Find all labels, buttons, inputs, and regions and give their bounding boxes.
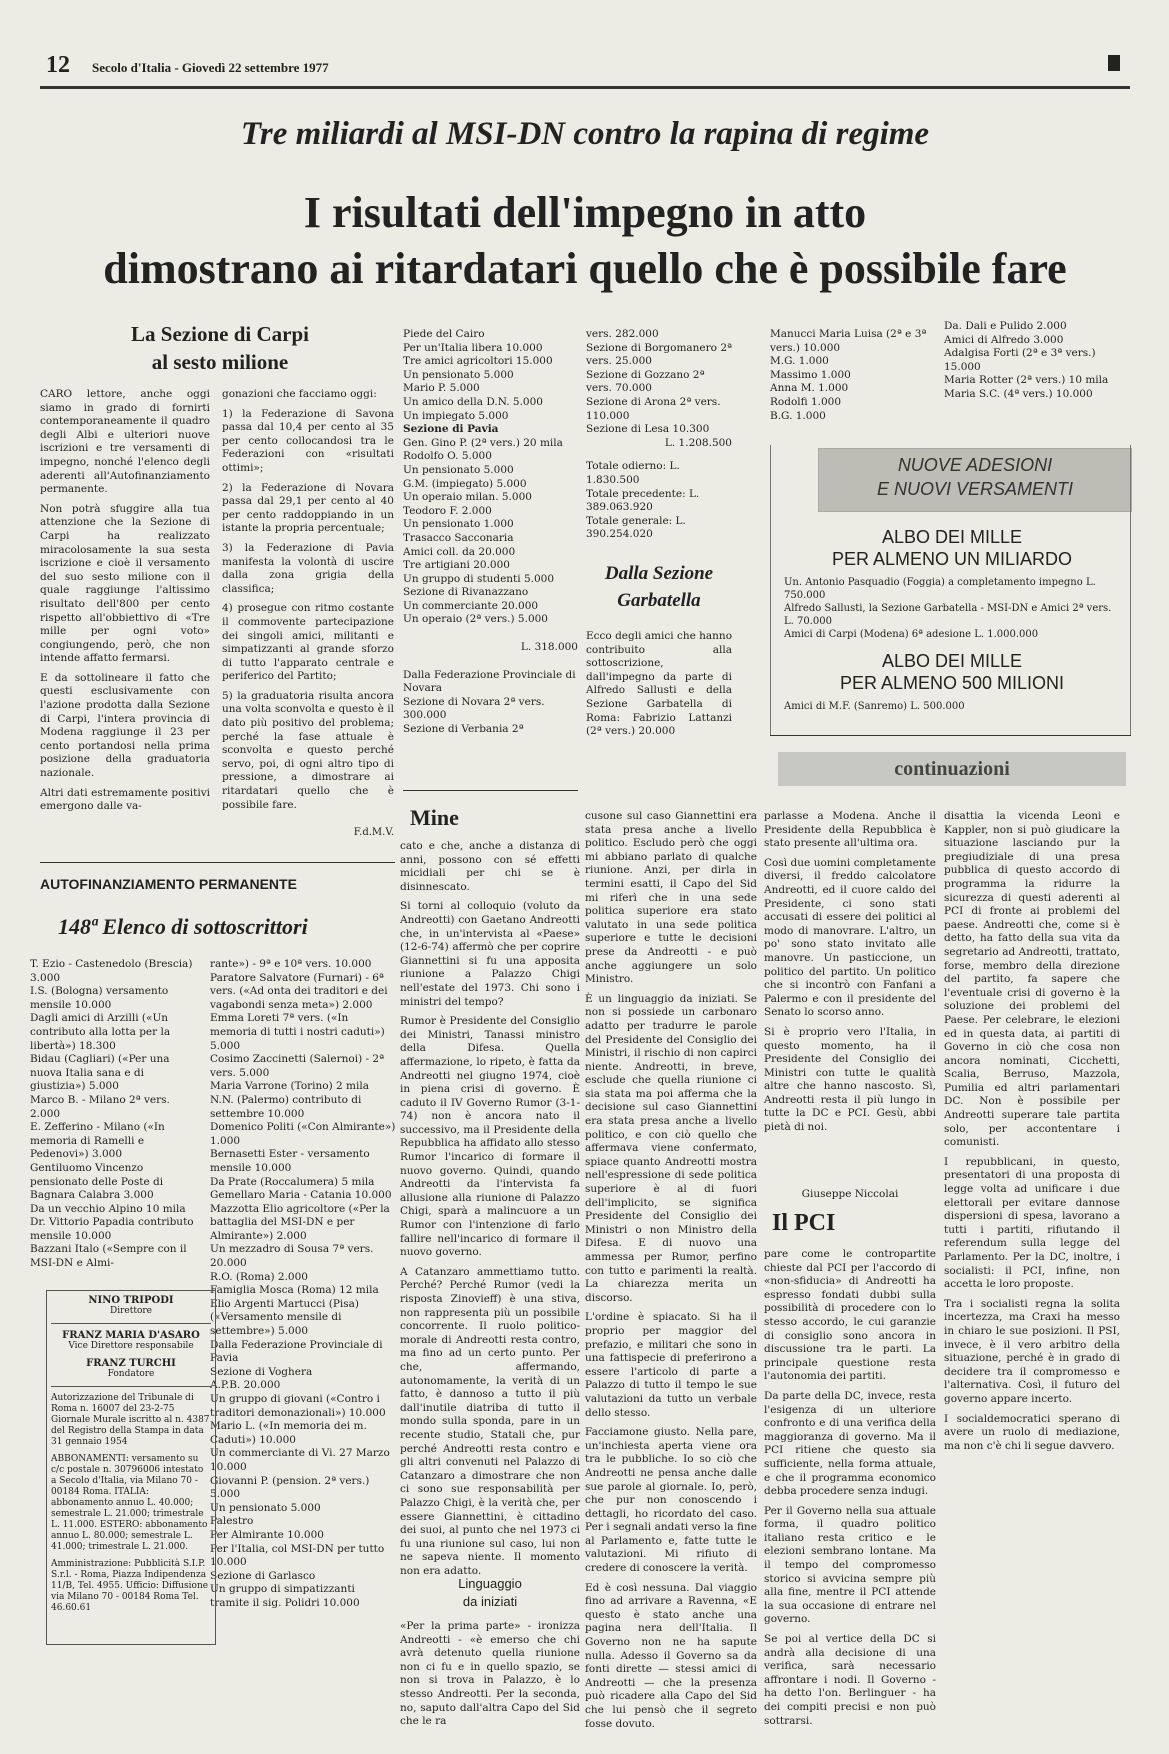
carpi-column-1 bbox=[40, 388, 210, 843]
donor-list-3 bbox=[770, 328, 940, 428]
list-item: Adalgisa Forti (2ª e 3ª vers.) 15.000 bbox=[944, 347, 1096, 373]
list-item: Famiglia Mosca (Roma) 12 mila bbox=[210, 1284, 379, 1297]
list-item: Trasacco Sacconaria bbox=[403, 531, 514, 544]
masthead-info: ABBONAMENTI: versamento su c/c postale n. 30796006 intestato a Secolo d'Italia, via Milano 70 - 00184 Roma. ITALIA: abbonamento annuo L. 40.000; semestrale L. 21.000; trimestrale L. 11.000. ESTERO: abbonamento annuo L. 80.000; semestrale L. 41.000; trimestrale L. 21.000. bbox=[51, 1454, 208, 1552]
donor-list-1 bbox=[403, 328, 578, 738]
masthead-box bbox=[46, 1290, 216, 1645]
article-paragraph: Così due uomini completamente diversi, il freddo calcolatore Andreotti, ed il cuore caldo del Presidente, ci sono stati accusati di essere dei politici al modo di manovrare. L'altro, un po' sono stato invitato alle manovre. Un pasticcione, un politico del partito. Un politico che si incontrò con Fanfani a Palermo e con il presidente del Senato lo scorso anno. bbox=[764, 856, 936, 1019]
mine-text bbox=[400, 840, 580, 1577]
list-item: Dagli amici di Arzilli («Un contributo alla lotta per la libertà») 18.300 bbox=[30, 1012, 171, 1052]
carpi-paragraph: gonazioni che facciamo oggi: bbox=[222, 388, 377, 400]
director-name: NINO TRIPODI bbox=[88, 1295, 174, 1306]
headline-line-2: dimostrano ai ritardatari quello che è possibile fare bbox=[103, 244, 1067, 293]
list-item: Maria Rotter (2ª vers.) 10 mila bbox=[944, 374, 1109, 387]
article-paragraph: Per il Governo nella sua attuale forma, il quadro politico italiano resta critico e le elezioni sembrano lontane. Ma il tempo del compromesso storico si avvicina sempre più alla fine, mentre il PCI attende la sua occasione di entrare nel governo. bbox=[764, 1504, 936, 1626]
list-item: Sezione di Garlasco bbox=[210, 1569, 316, 1582]
list-total: Totale odierno: L. 1.830.500 bbox=[586, 460, 680, 486]
list-item: Un gruppo di simpatizzanti tramite il sig. Polidri 10.000 bbox=[210, 1583, 360, 1609]
list-item: Per Almirante 10.000 bbox=[210, 1528, 324, 1541]
box-left-border bbox=[770, 445, 771, 735]
corner-mark-icon bbox=[1108, 55, 1120, 71]
list-item: Bernasetti Ester - versamento mensile 10.000 bbox=[210, 1148, 370, 1174]
list-item: Gentiluomo Vincenzo pensionato delle Poste di Bagnara Calabra 3.000 bbox=[30, 1161, 164, 1202]
list-item: Dalla Federazione Provinciale di Pavia bbox=[210, 1338, 383, 1365]
subtitle-line-2: da iniziati bbox=[462, 1594, 518, 1609]
garbatella-title-line-2: Garbatella bbox=[617, 590, 701, 611]
article-paragraph: Ed è così nessuna. Dal viaggio fino ad arrivare a Ravenna, «E questo è stato anche una pagina nera dell'Italia. Il Governo non ne ha sapute nulla. Adesso il Governo sa da fonti dirette — stessi amici di Andreotti — che la presenza può ricadere alla Capo del Sid che lui pensò che il segreto fosse dovuto. bbox=[585, 1581, 757, 1730]
list-total: Totale precedente: L. 389.063.920 bbox=[586, 487, 700, 514]
subtitle-line-1: Linguaggio bbox=[458, 1576, 522, 1591]
section-rule bbox=[40, 862, 395, 863]
banner-line-1: NUOVE ADESIONI bbox=[897, 455, 1053, 475]
list-item: Dalla Federazione Provinciale di Novara bbox=[403, 668, 576, 695]
garbatella-title-line-1: Dalla Sezione bbox=[604, 563, 714, 584]
albo-title-line-2: PER ALMENO 500 MILIONI bbox=[839, 673, 1065, 693]
nuove-adesioni-banner bbox=[818, 448, 1132, 512]
autofin-column-2 bbox=[210, 958, 396, 1728]
list-item: rante») - 9ª e 10ª vers. 10.000 bbox=[210, 958, 372, 970]
garbatella-title bbox=[586, 560, 732, 614]
box-bottom-border bbox=[770, 735, 1131, 736]
carpi-column-2 bbox=[222, 388, 394, 818]
list-item: Giovanni P. (pension. 2ª vers.) 5.000 bbox=[210, 1474, 370, 1501]
list-item: Sezione di Rivanazzano bbox=[403, 586, 529, 599]
list-total: L. 1.208.500 bbox=[664, 436, 732, 449]
vice-director-name: FRANZ MARIA D'ASARO bbox=[62, 1330, 200, 1341]
autofin-section-title: AUTOFINANZIAMENTO PERMANENTE bbox=[40, 876, 297, 892]
list-item: Mazzotta Elio agricoltore («Per la battaglia del MSI-DN e per Almirante») 2.000 bbox=[210, 1202, 390, 1242]
mine-paragraph: A Catanzaro ammettiamo tutto. Perché? Perché Rumor (vedi la risposta Zinovieff) è una stiva, non rappresenta più un possibile concorrente. Il ruolo politico-morale di Andreotti resta contro, ma fino ad un certo punto. Per che, affermando, autonomamente, la verità di un fatto, è dannoso a tutto il più dall'inutile diatriba di tutto il mondo sulla sponda, pare in un recente studio, Statali che, pur perché Andreotti resta contro e gli altri convenuti nel Palazzo di Catanzaro a dimostrare che non ci sono sue responsabilità per Palazzo Chigi, è la verità che, per essere Giannettini, è cittadino dei suoi, al punto che nel 1973 ci fu una riunione sul caso, lui non ne sapeva niente. Il momento non era adatto. bbox=[400, 1265, 580, 1577]
albo-miliardo-list bbox=[784, 576, 1124, 638]
list-item: Da. Dali e Pulido 2.000 bbox=[944, 320, 1067, 332]
autofin-column-1 bbox=[30, 958, 202, 1278]
list-item: Bidau (Cagliari) («Per una nuova Italia sana e di giustizia») 5.000 bbox=[30, 1053, 170, 1093]
director-role: Direttore bbox=[109, 1306, 152, 1316]
list-item: Gemellaro Maria - Catania 10.000 bbox=[210, 1189, 392, 1202]
list-item: Dr. Vittorio Papadia contributo mensile 10.000 bbox=[30, 1216, 194, 1242]
article-column-9 bbox=[944, 810, 1120, 1740]
page-header-title: Secolo d'Italia - Giovedì 22 settembre 1977 bbox=[92, 60, 329, 75]
autofin-list-title: 148ª Elenco di sottoscrittori bbox=[58, 914, 308, 939]
list-item: G.M. (impiegato) 5.000 bbox=[403, 477, 527, 490]
donor-list-4 bbox=[944, 320, 1130, 430]
list-item: Gen. Gino P. (2ª vers.) 20 mila bbox=[403, 436, 563, 449]
list-item: Un amico della D.N. 5.000 bbox=[403, 395, 543, 408]
founder-role: Fondatore bbox=[107, 1369, 155, 1379]
list-item: A.P.B. 20.000 bbox=[210, 1379, 281, 1392]
albo-500-milioni-title bbox=[778, 650, 1126, 694]
list-item: Maria S.C. (4ª vers.) 10.000 bbox=[944, 387, 1093, 400]
carpi-paragraph: CARO lettore, anche oggi siamo in grado di fornirti contemporaneamente il quadro degli Albi e ulteriori nuove iscrizioni e tre versamenti di impegno, nonché l'elenco degli aderenti all'Autofinanziamento permanente. bbox=[40, 388, 210, 496]
kicker: Tre miliardi al MSI-DN contro la rapina di regime bbox=[240, 116, 930, 152]
article-paragraph: L'ordine è spiacato. Si ha il proprio per maggior del prefazio, e militari che sono in una fattispecie di preferirono a essere l'articolo di parte a Palazzo di tutto il tempo le sue valutazioni da tutto un verbale dello stesso. bbox=[585, 1311, 757, 1419]
list-item: Manucci Maria Luisa (2ª e 3ª vers.) 10.000 bbox=[770, 328, 927, 354]
list-item: Maria Varrone (Torino) 2 mila bbox=[210, 1080, 369, 1093]
mine-subtitle bbox=[400, 1575, 580, 1611]
list-item: Sezione di Voghera bbox=[210, 1365, 313, 1378]
box-right-border bbox=[1130, 445, 1131, 735]
list-item: Amici coll. da 20.000 bbox=[403, 545, 516, 558]
albo-500-milioni-list bbox=[784, 700, 1124, 713]
list-item: N.N. (Palermo) contributo di settembre 10.000 bbox=[210, 1093, 362, 1120]
list-item: Piede del Cairo bbox=[403, 328, 485, 340]
article-paragraph: Se poi al vertice della DC si andrà alla decisione di una verifica, sarà necessario affrontare i nodi. Il Governo - ha detto l'on. Berlinguer - ha dei compiti precisi e non può sottrarsi. bbox=[764, 1633, 936, 1727]
list-item: Mario L. («In memoria dei m. Caduti») 10.000 bbox=[210, 1420, 367, 1446]
list-item: Teodoro F. 2.000 bbox=[403, 504, 492, 517]
list-item: Amici di M.F. (Sanremo) L. 500.000 bbox=[784, 701, 965, 712]
article-paragraph: È un linguaggio da iniziati. Se non si possiede un carbonaro adatto per tradurre le parole del Presidente del Consiglio dei Ministri, il rischio di non capirci niente. Andreotti, in breve, esclude che quella riunione ci sia stata ma poi afferma che la decisione sul caso Giannettini era stata presa anche a livello politico, e con ciò quello che affermava viene confermato, spiace quanto Andreotti mostra nell'espressione di sede politica superiore è al di fuori dell'implicito, se significa Presidente del Consiglio dei Ministri o non Ministro della Difesa. E di nuovo una ammessa per Rumor, perfino con tutto e parimenti la realtà. La chiarezza merita un discorso. bbox=[585, 992, 757, 1304]
albo-miliardo-title bbox=[778, 526, 1126, 570]
list-item: Un pensionato 1.000 bbox=[403, 518, 514, 531]
list-item: Sezione di Arona 2ª vers. 110.000 bbox=[586, 395, 721, 422]
albo-title-line-1: ALBO DEI MILLE bbox=[881, 527, 1023, 547]
continuazioni-banner: continuazioni bbox=[778, 752, 1126, 786]
article-paragraph: Tra i socialisti regna la solita incertezza, ma Craxi ha messo in chiaro le sue posizioni. Il PSI, invece, è il vero arbitro della situazione, perché è in grado di decidere tra il compromesso e l'alternativa. Così, il futuro del governo appare incerto. bbox=[944, 1297, 1120, 1405]
list-item: Mario P. 5.000 bbox=[403, 382, 480, 395]
header-rule bbox=[40, 86, 1130, 89]
list-item: Da un vecchio Alpino 10 mila bbox=[30, 1202, 186, 1215]
article-paragraph: Da parte della DC, invece, resta l'esigenza di un ulteriore confronto e di una verifica della maggioranza di governo. Ma il PCI ritiene che questo sia sufficiente, nella forma attuale, e che il programma economico debba procedere senza indugi. bbox=[764, 1389, 936, 1498]
list-item: Palestro bbox=[210, 1515, 254, 1528]
list-item: Amici di Alfredo 3.000 bbox=[944, 333, 1064, 346]
article-column-7 bbox=[585, 810, 757, 1740]
list-item: Sezione di Verbania 2ª bbox=[403, 723, 524, 736]
carpi-paragraph: 5) la graduatoria risulta ancora una volta sconvolta e questo è il dato più positivo del problema; perché la fase attuale è sconvolta e questo perché servo, poi, di ogni altro tipo di pressione, a dimostrare ai ritardatari quello che è possibile fare. bbox=[222, 689, 394, 811]
list-item: Un impiegato 5.000 bbox=[403, 409, 509, 422]
list-item: Un operaio (2ª vers.) 5.000 bbox=[403, 613, 548, 626]
garbatella-text: Ecco degli amici che hanno contribuito alla sottoscrizione, dall'impegno da parte di Alfredo Sallusti e della Sezione Garbatella di Roma: Fabrizio Lattanzi (2ª vers.) 20.000 bbox=[586, 630, 733, 738]
article-paragraph: pare come le contropartite chieste dal PCI per l'accordo di «non-sfiducia» di Andreotti ha espresso fondati dubbi sulla possibilità di procedere con lo stesso accordo, le cui garanzie di consiglio sono ancora in discussione tra le parti. La principale questione resta l'autonomia dei partiti. bbox=[764, 1248, 936, 1383]
headline-line-1: I risultati dell'impegno in atto bbox=[303, 188, 867, 237]
list-item: Un gruppo di studenti 5.000 bbox=[403, 572, 555, 585]
article-paragraph: disattia la vicenda Leoni e Kappler, non si può giudicare la situazione lasciando pur la pregiudiziale di una presa pubblica di questo accordo di programma la ridurre la sicurezza di questi aderenti al PCI di fronte ai problemi del paese. Andreotti che, come si è detto, ha fatto della sua vita da segretario ad Andreotti, trattato, forse, membro della direzione del partito, fa sapere che l'eventuale crisi di governo è la soluzione dei problemi del Paese. Per celebrare, le elezioni ed in questa data, ai partiti di Governo in ciò che cosa non ancora nominati, Cicchetti, Scalia, Berruso, Mazzola, Pumilia ed altri parlamentari DC. Non è possibile per Andreotti superare tale partita solo, per accontentare i comunisti. bbox=[944, 810, 1120, 1149]
carpi-signature: F.d.M.V. bbox=[353, 827, 394, 838]
article-paragraph: I repubblicani, in questo, presentatori di una proposta di legge volta ad unificare i due elettorali per evitare dannose dispersioni di spesa, lavorano a tutti i partiti, rifiutando il referendum sulla legge del Parlamento. Per la DC, inoltre, i socialisti: il PCI, infine, non accetta le loro proposte. bbox=[944, 1155, 1120, 1291]
mine-top-rule bbox=[403, 790, 578, 791]
list-item: Un pensionato 5.000 bbox=[210, 1501, 321, 1514]
carpi-title-line-1: La Sezione di Carpi bbox=[131, 322, 309, 346]
list-item: Un pensionato 5.000 bbox=[403, 368, 514, 381]
list-item: M.G. 1.000 bbox=[770, 355, 829, 368]
list-total: L. 318.000 bbox=[520, 641, 578, 654]
albo-title-line-1: ALBO DEI MILLE bbox=[881, 651, 1023, 671]
list-item: Sezione di Gozzano 2ª vers. 70.000 bbox=[586, 368, 705, 395]
list-item: T. Ezio - Castenedolo (Brescia) 3.000 bbox=[30, 958, 193, 984]
carpi-title-line-2: al sesto milione bbox=[151, 350, 289, 374]
list-item: Un operaio milan. 5.000 bbox=[403, 491, 532, 504]
albo-title-line-2: PER ALMENO UN MILIARDO bbox=[831, 549, 1073, 569]
carpi-title bbox=[80, 320, 360, 376]
list-item: Bazzani Italo («Sempre con il MSI-DN e Almi- bbox=[30, 1243, 187, 1270]
list-item: Un commerciante di Vi. 27 Marzo 10.000 bbox=[210, 1447, 390, 1473]
list-item: Paratore Salvatore (Furnari) - 6ª vers. («Ad onta dei traditori e dei vagabondi senza meta») 2.000 bbox=[210, 971, 388, 1011]
carpi-paragraph: 2) la Federazione di Novara passa dal 29,1 per cento al 40 per cento raddoppiando in un istante la propria percentuale; bbox=[222, 481, 394, 535]
list-item: Elio Argenti Martucci (Pisa) («Versamento mensile di settembre») 5.000 bbox=[210, 1297, 359, 1338]
list-item: I.S. (Bologna) versamento mensile 10.000 bbox=[30, 985, 169, 1011]
list-item: Sezione di Novara 2ª vers. 300.000 bbox=[403, 695, 545, 722]
list-item: Massimo 1.000 bbox=[770, 368, 851, 381]
list-item: Rodolfo O. 5.000 bbox=[403, 450, 492, 463]
carpi-paragraph: 3) la Federazione di Pavia manifesta la volontà di uscire dalla zona grigia della classifica; bbox=[222, 541, 394, 595]
article-paragraph: I socialdemocratici sperano di avere un ruolo di mediazione, ma non c'è chi li segue davvero. bbox=[944, 1412, 1120, 1452]
niccolai-signature: Giuseppe Niccolai bbox=[801, 1188, 899, 1200]
list-item: Un. Antonio Pasquadio (Foggia) a completamento impegno L. 750.000 bbox=[784, 577, 1096, 601]
list-item: vers. 282.000 bbox=[586, 328, 659, 340]
list-total: Totale generale: L. 390.254.020 bbox=[586, 514, 686, 541]
list-item: Rodolfi 1.000 bbox=[770, 395, 842, 408]
carpi-paragraph: Altri dati estremamente positivi emergono dalle va- bbox=[40, 786, 210, 813]
list-item: Domenico Politi («Con Almirante») 1.000 bbox=[210, 1121, 396, 1147]
list-item: Da Prate (Roccalumera) 5 mila bbox=[210, 1175, 375, 1188]
list-item: Alfredo Sallusti, la Sezione Garbatella - MSI-DN e Amici 2ª vers. L. 70.000 bbox=[784, 603, 1112, 627]
page-number: 12 bbox=[46, 52, 70, 78]
carpi-paragraph: 4) prosegue con ritmo costante il commovente partecipazione dei singoli amici, militanti e simpatizzanti al grande sforzo di tutto l'apparato centrale e periferico del Partito; bbox=[222, 602, 394, 683]
list-item: Un commerciante 20.000 bbox=[403, 599, 539, 612]
list-item: Per un'Italia libera 10.000 bbox=[403, 341, 543, 354]
list-item: Per l'Italia, col MSI-DN per tutto 10.000 bbox=[210, 1542, 385, 1569]
list-item: Amici di Carpi (Modena) 6ª adesione L. 1.000.000 bbox=[784, 629, 1039, 640]
article-paragraph: cusone sul caso Giannettini era stata presa anche a livello politico. Escludo però che oggi mi abbiano parlato di qualche riunione. Anzi, per dirla in termini esatti, il Capo del Sid mi riferì che in una sede politica superiore era stato valutato in una sede politica superiore e tutte le decisioni prese da Andreotti - e può anche aggiungere un solo Ministro. bbox=[585, 810, 757, 986]
mine-text-2: «Per la prima parte» - ironizza Andreotti - «è emerso che chi avrà detenuto quella riunione non ci fu e in quello spazio, se non si trova in Palazzo, è lo stesso Andreotti. Per la seconda, no, saputo dall'altra Capo del Sid che le ra bbox=[400, 1620, 580, 1728]
list-item: Un mezzadro di Sousa 7ª vers. 20.000 bbox=[210, 1243, 374, 1270]
list-item: Sezione di Borgomanero 2ª vers. 25.000 bbox=[586, 341, 732, 368]
list-item: Sezione di Lesa 10.300 bbox=[586, 423, 710, 436]
list-item: Tre amici agricoltori 15.000 bbox=[403, 355, 553, 368]
list-item: Cosimo Zaccinetti (Salernoi) - 2ª vers. 5.000 bbox=[210, 1053, 385, 1079]
list-item: Un pensionato 5.000 bbox=[403, 463, 514, 476]
donor-list-2 bbox=[586, 328, 732, 548]
list-item: Emma Loreti 7ª vers. («In memoria di tutti i nostri caduti») 5.000 bbox=[210, 1012, 385, 1052]
vice-director-role: Vice Direttore responsabile bbox=[68, 1341, 194, 1351]
headline bbox=[40, 185, 1130, 297]
mine-paragraph: Si torni al colloquio (voluto da Andreotti) con Gaetano Andreotti che, in un'intervista al «Paese» (12-6-74) affermò che per coprire Giannettini si fu una apposita riunione a Palazzo Chigi nell'estate del 1973. Chi sono i ministri del tempo? bbox=[400, 900, 580, 1008]
list-item: Un gruppo di giovani («Contro i traditori demonazionali») 10.000 bbox=[210, 1393, 386, 1419]
article-paragraph: Facciamone giusto. Nella pare, un'inchiesta aperta viene ora tra le pubbliche. Io so ciò che Andreotti ne pensa anche dalle sue parole al giornale. Io, però, che pur non conoscendo i dettagli, ho ricordato del caso. Per i segnali andati verso la fine al Parlamento e, fatte tutte le valutazioni. Mi rifiuto di credere di conoscere la verità. bbox=[585, 1426, 757, 1575]
article-paragraph: Si è proprio vero l'Italia, in questo momento, ha il Presidente del Consiglio dei Ministri con tutte le qualità altre che hanno nascosto. Sì, Andreotti resta il più lungo in tutte la DC e PCI. Gesù, abbi pietà di noi. bbox=[764, 1025, 936, 1134]
list-item: R.O. (Roma) 2.000 bbox=[210, 1270, 308, 1283]
mine-paragraph: cato e che, anche a distanza di anni, possono con sé effetti micidiali per chi se è disinnescato. bbox=[400, 840, 580, 893]
list-item: E. Zefferino - Milano («In memoria di Ramelli e Pedenovi») 3.000 bbox=[30, 1121, 165, 1161]
list-item: Sezione di Pavia bbox=[403, 423, 499, 436]
list-item: Marco B. - Milano 2ª vers. 2.000 bbox=[30, 1093, 170, 1120]
carpi-paragraph: 1) la Federazione di Savona passa dal 10,4 per cento al 35 per cento collocandosi tra le Federazioni con «risultati ottimi»; bbox=[222, 407, 394, 474]
mine-paragraph: Rumor è Presidente del Consiglio dei Ministri, Tanassi ministro della Difesa. Quella affermazione, lo ripeto, è fatta da Andreotti nel giugno 1974, cioè in piena crisi di governo. È caduto il IV Governo Rumor (3-1-74) non è ancora nato il successivo, ma il Presidente della Repubblica ha affidato allo stesso Rumor l'incarico di formare il nuovo governo. Quindi, quando Andreotti da l'intervista fa allusione alla riunione di Palazzo Chigi, sparà a malincuore a un Rumor con l'intenzione di farlo fallire nell'incarico di formare il nuovo governo. bbox=[400, 1015, 580, 1259]
banner-line-2: E NUOVI VERSAMENTI bbox=[876, 479, 1074, 499]
list-item: Anna M. 1.000 bbox=[770, 382, 849, 395]
article-column-8 bbox=[764, 810, 936, 1180]
list-item: B.G. 1.000 bbox=[770, 409, 826, 422]
article-paragraph: parlasse a Modena. Anche il Presidente della Repubblica è stato presente all'ultima ora. bbox=[764, 810, 936, 850]
carpi-paragraph: Non potrà sfuggire alla tua attenzione che la Sezione di Carpi ha realizzato miracolosamente la sua sesta iscrizione e cioè il versamento del suo sesto milione con il quale raggiunge l'altissimo risultato dell'800 per cento rispetto all'obbiettivo di «Tre mille per ogni voto» congiungendo, però, che non intende affatto fermarsi. bbox=[40, 502, 210, 665]
pci-text bbox=[764, 1248, 936, 1738]
mine-title: Mine bbox=[410, 805, 459, 830]
carpi-paragraph: E da sottolineare il fatto che questi esclusivamente con l'azione prodotta dalla Sezione di Carpi, l'intera provincia di Modena raggiunge il 23 per cento portandosi nella prima posizione della graduatoria nazionale. bbox=[40, 671, 210, 780]
masthead-info: Autorizzazione del Tribunale di Roma n. 16007 del 23-2-75 Giornale Murale iscritto al n. 4387 del Registro della Stampa in data 31 gennaio 1954 bbox=[51, 1393, 210, 1447]
founder-name: FRANZ TURCHI bbox=[86, 1358, 176, 1369]
pci-title: Il PCI bbox=[772, 1210, 836, 1236]
list-item: Tre artigiani 20.000 bbox=[403, 559, 510, 572]
masthead-info: Amministrazione: Pubblicità S.I.P. S.r.l. - Roma, Piazza Indipendenza 11/B, Tel. 4955. Ufficio: Diffusione via Milano 70 - 00184 Roma Tel. 46.60.61 bbox=[51, 1559, 209, 1613]
